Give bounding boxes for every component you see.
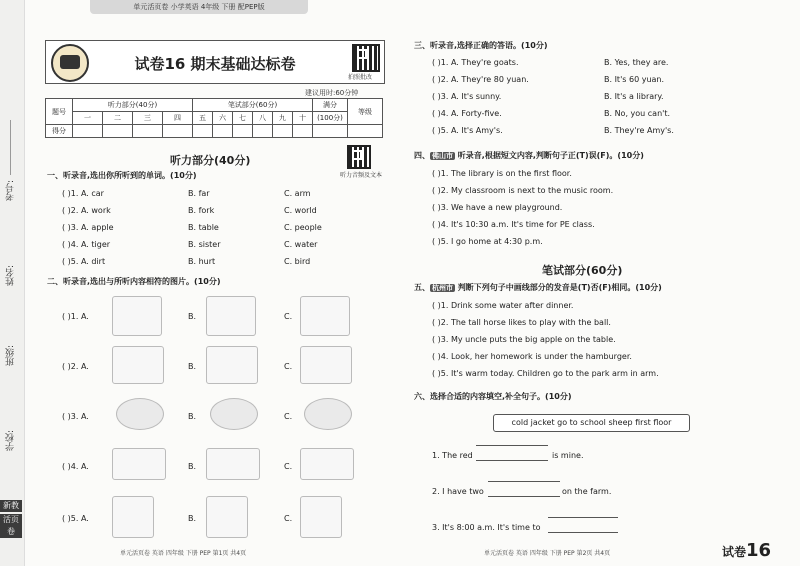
fill-3-text: 3. It's 8:00 a.m. It's time to	[432, 523, 541, 532]
fill-1-end: is mine.	[552, 451, 584, 460]
shirt-picture[interactable]	[112, 496, 154, 538]
q2-3-b: B.	[188, 412, 197, 421]
q5-5: ( )5. It's warm today. Children go to the park arm in arm.	[432, 369, 659, 378]
hail-weather-icon[interactable]	[304, 398, 352, 430]
ducks-picture[interactable]	[300, 448, 354, 480]
chairs-picture[interactable]	[112, 296, 162, 336]
q3-3: ( )3. A. It's sunny.	[432, 92, 502, 101]
q1-5: ( )5. A. dirt	[62, 257, 106, 266]
q1-2-b: B. fork	[188, 206, 215, 215]
class-label: 班级:	[6, 345, 16, 367]
col-3: 三	[133, 112, 163, 125]
q1-1: ( )1. A. car	[62, 189, 104, 198]
writing-heading: 笔试部分(60分)	[542, 264, 623, 277]
col-6: 六	[212, 112, 232, 125]
q2-4-c: C.	[284, 462, 293, 471]
section-4-text: 听录音,根据短文内容,判断句子正(T)误(F)。(10分)	[457, 151, 644, 160]
score-cell[interactable]	[292, 125, 312, 138]
q2-5-b: B.	[188, 514, 197, 523]
score-cell[interactable]	[272, 125, 292, 138]
section-2-heading: 二、听录音,选出与所听内容相符的图片。(10分)	[47, 277, 221, 286]
score-row-label: 得分	[46, 125, 73, 138]
answer-line[interactable]	[476, 460, 548, 461]
grade-header: 等级	[348, 99, 383, 125]
answer-line[interactable]	[548, 517, 618, 518]
col-9: 九	[272, 112, 292, 125]
q3-4: ( )4. A. Forty-five.	[432, 109, 502, 118]
score-cell[interactable]	[212, 125, 232, 138]
q3-1: ( )1. A. They're goats.	[432, 58, 519, 67]
q1-3: ( )3. A. apple	[62, 223, 114, 232]
section-4-heading	[414, 150, 644, 161]
q3-2-b: B. It's 60 yuan.	[604, 75, 665, 84]
q2-3: ( )3. A.	[62, 412, 89, 421]
section-5-text: 判断下列句子中画线部分的发音是(T)否(F)相同。(10分)	[457, 283, 662, 292]
score-cell[interactable]	[232, 125, 252, 138]
listening-header: 听力部分(40分)	[73, 99, 193, 112]
girl-clock-picture[interactable]	[112, 346, 164, 384]
exam-number	[722, 540, 771, 561]
fill-1-text: 1. The red	[432, 451, 473, 460]
q1-5-b: B. hurt	[188, 257, 216, 266]
col-1: 一	[73, 112, 103, 125]
cloudy-weather-icon[interactable]	[210, 398, 258, 430]
section-6-heading: 六、选择合适的内容填空,补全句子。(10分)	[414, 392, 572, 401]
score-cell[interactable]	[163, 125, 193, 138]
q2-1-b: B.	[188, 312, 197, 321]
word-bank: cold jacket go to school sheep first floor	[493, 414, 690, 432]
score-cell[interactable]	[193, 125, 213, 138]
school-label: 学校:	[6, 430, 16, 452]
q4-4: ( )4. It's 10:30 a.m. It's time for PE class.	[432, 220, 595, 229]
q5-1: ( )1. Drink some water after dinner.	[432, 301, 574, 310]
q1-1-b: B. far	[188, 189, 210, 198]
city-tag: 佛山市	[432, 152, 453, 160]
section-3-heading: 三、听录音,选择正确的答语。(10分)	[414, 41, 548, 50]
col-4: 四	[163, 112, 193, 125]
score-cell[interactable]	[348, 125, 383, 138]
section-1-heading: 一、听录音,选出你所听到的单词。(10分)	[47, 171, 197, 180]
section-5-number: 五、	[414, 283, 430, 292]
kaohao-label: 考号:	[6, 180, 16, 202]
exam-num: 16	[746, 540, 772, 561]
audio-qr-icon[interactable]	[347, 145, 371, 169]
reading-clock-picture[interactable]	[206, 346, 258, 384]
page-footer-right: 单元活页卷 英语 四年级 下册 PEP 第2页 共4页	[484, 550, 611, 557]
q2-2-c: C.	[284, 362, 293, 371]
series-bar: 单元活页卷 小学英语 4年级 下册 配PEP版	[90, 0, 308, 14]
q2-2: ( )2. A.	[62, 362, 89, 371]
q2-1-c: C.	[284, 312, 293, 321]
binding-strip	[0, 0, 25, 566]
answer-line[interactable]	[476, 445, 548, 446]
total-score: (100分)	[313, 112, 348, 125]
score-cell[interactable]	[252, 125, 272, 138]
q2-5-c: C.	[284, 514, 293, 523]
q1-4: ( )4. A. tiger	[62, 240, 111, 249]
col-2: 二	[103, 112, 133, 125]
q5-3: ( )3. My uncle puts the big apple on the table.	[432, 335, 616, 344]
title-box	[45, 40, 385, 84]
q4-2: ( )2. My classroom is next to the music room.	[432, 186, 614, 195]
answer-line[interactable]	[488, 481, 560, 482]
col-10: 十	[292, 112, 312, 125]
score-cell[interactable]	[73, 125, 103, 138]
q3-1-b: B. Yes, they are.	[604, 58, 669, 67]
divider	[10, 120, 11, 175]
sleeping-clock-picture[interactable]	[300, 346, 352, 384]
q3-3-b: B. It's a library.	[604, 92, 664, 101]
q1-3-b: B. table	[188, 223, 219, 232]
q2-5: ( )5. A.	[62, 514, 89, 523]
q3-4-b: B. No, you can't.	[604, 109, 671, 118]
q3-2: ( )2. A. They're 80 yuan.	[432, 75, 529, 84]
qr-code-icon[interactable]	[352, 44, 380, 72]
city-tag: 杭州市	[432, 284, 453, 292]
q4-1: ( )1. The library is on the first floor.	[432, 169, 572, 178]
score-table	[45, 98, 383, 138]
audio-qr-caption: 听力音频及文本	[340, 172, 383, 179]
col-7: 七	[232, 112, 252, 125]
col-8: 八	[252, 112, 272, 125]
q2-1: ( )1. A.	[62, 312, 89, 321]
section-5-heading	[414, 282, 662, 293]
q1-2: ( )2. A. work	[62, 206, 111, 215]
section-4-number: 四、	[414, 151, 430, 160]
writing-header: 笔试部分(60分)	[193, 99, 313, 112]
fill-2-text: 2. I have two	[432, 487, 484, 496]
classroom-picture[interactable]	[206, 296, 256, 336]
full-score: 满分	[313, 99, 348, 112]
q1-4-b: B. sister	[188, 240, 221, 249]
name-label: 姓名:	[6, 265, 16, 287]
col-5: 五	[193, 112, 213, 125]
q4-5: ( )5. I go home at 4:30 p.m.	[432, 237, 543, 246]
page-footer-left: 单元活页卷 英语 四年级 下册 PEP 第1页 共4页	[120, 550, 247, 557]
page-title: 试卷16 期末基础达标卷	[134, 55, 296, 73]
time-note: 建议用时:60分钟	[305, 89, 359, 97]
q2-4-b: B.	[188, 462, 197, 471]
q5-2: ( )2. The tall horse likes to play with the ball.	[432, 318, 611, 327]
listening-heading: 听力部分(40分)	[170, 154, 251, 167]
dress-picture[interactable]	[206, 496, 248, 538]
q2-4: ( )4. A.	[62, 462, 89, 471]
wind-weather-icon[interactable]	[116, 398, 164, 430]
brand-badge: 新教	[0, 500, 22, 512]
score-cell[interactable]	[103, 125, 133, 138]
score-cell[interactable]	[313, 125, 348, 138]
q3-5-b: B. They're Amy's.	[604, 126, 674, 135]
hen-chicks-picture[interactable]	[206, 448, 260, 480]
q5-4: ( )4. Look, her homework is under the hamburger.	[432, 352, 632, 361]
answer-line[interactable]	[488, 496, 560, 497]
q1-3-c: C. people	[284, 223, 322, 232]
q1-2-c: C. world	[284, 206, 317, 215]
door-picture[interactable]	[300, 296, 350, 336]
skirt-picture[interactable]	[300, 496, 342, 538]
q4-3: ( )3. We have a new playground.	[432, 203, 563, 212]
brand-badge-2: 活页卷	[0, 514, 22, 538]
answer-line[interactable]	[548, 532, 618, 533]
q2-2-b: B.	[188, 362, 197, 371]
q1-5-c: C. bird	[284, 257, 311, 266]
score-cell[interactable]	[133, 125, 163, 138]
q3-5: ( )5. A. It's Amy's.	[432, 126, 503, 135]
qr-caption: 拍照批改	[348, 74, 373, 81]
horse-picture[interactable]	[112, 448, 166, 480]
score-header: 题号	[46, 99, 73, 125]
q1-1-c: C. arm	[284, 189, 311, 198]
exam-label: 试卷	[722, 545, 747, 559]
q2-3-c: C.	[284, 412, 293, 421]
fill-2-end: on the farm.	[562, 487, 612, 496]
q1-4-c: C. water	[284, 240, 318, 249]
